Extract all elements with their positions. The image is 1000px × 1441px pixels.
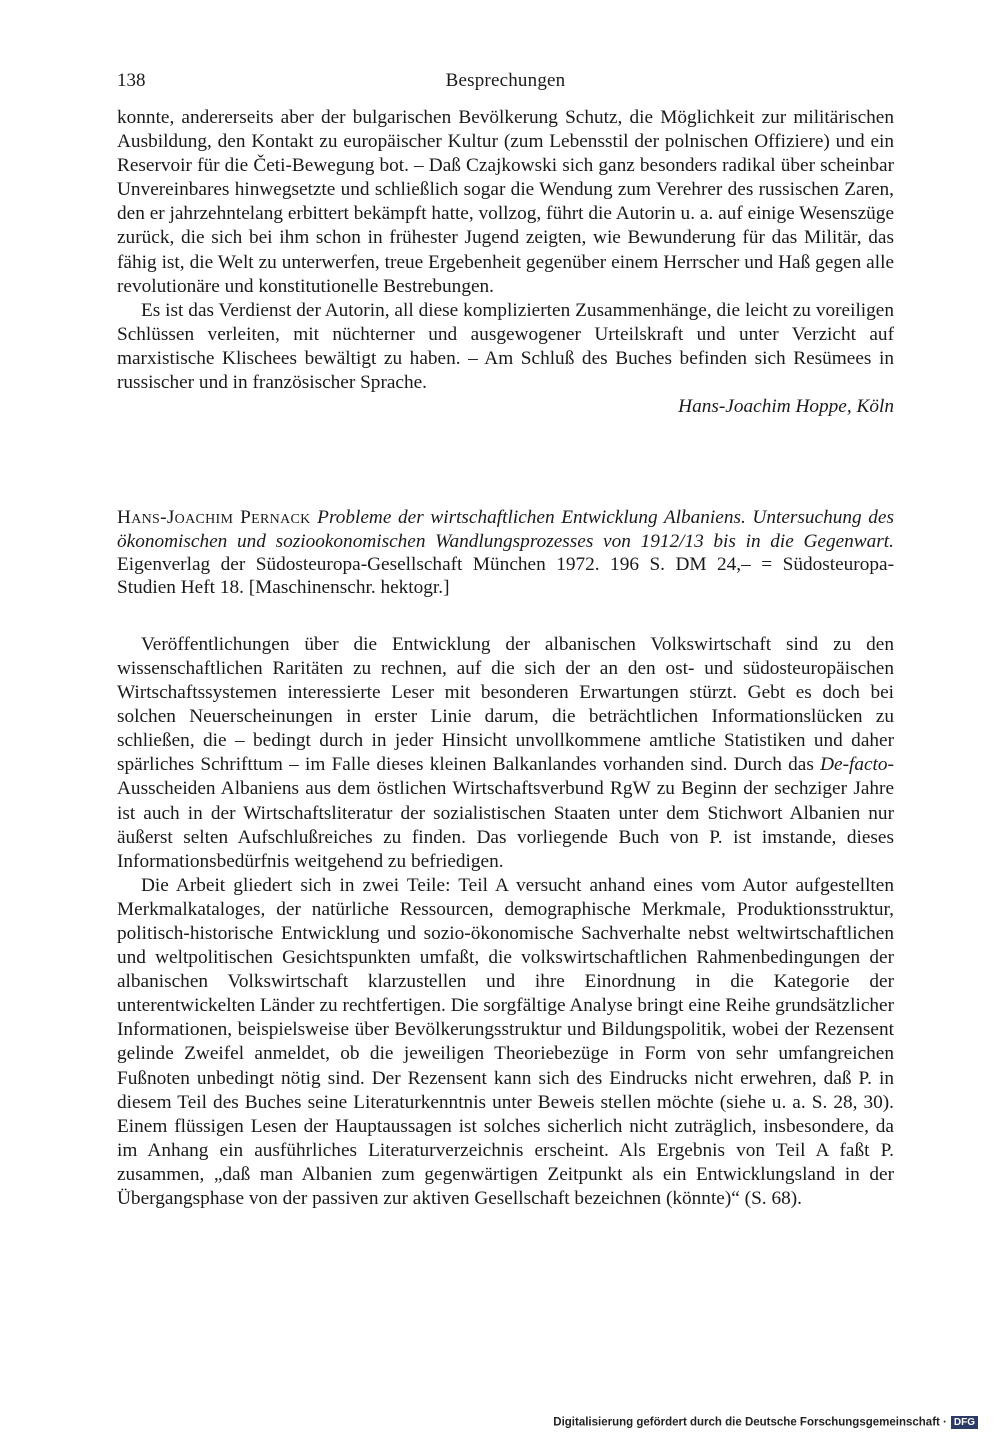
previous-review-end [117,106,894,419]
page-number: 138 [117,70,146,91]
book-publication-info: Eigenverlag der Südosteuropa-Gesellschaft München 1972. 196 S. DM 24,– = Südosteuropa-Studien Heft 18. [Maschinenschr. hektogr.] [117,554,894,599]
review-text: Veröffentlichungen über die Entwicklung der albanischen Volkswirtschaft sind zu den wissenschaftlichen Raritäten zu rechnen, auf die sich der an den ost- und südosteuropäischen Wirtschaftssystemen interessierte Leser mit besonderen Erwartungen stürzt. Gebt es doch bei solchen Neuerscheinungen in erster Linie darum, die beträchtlichen Informationslücken zu schließen, die – bedingt durch in jeder Hinsicht unvollkommene amtliche Statistiken und daher spärliches Schrifttum – im Falle dieses kleinen Balkanlandes vorhanden sind. Durch das [117,633,894,776]
book-author: Hans-Joachim Pernack [117,507,311,529]
new-review [117,506,894,1211]
section-spacer [117,419,894,506]
review-paragraph: Die Arbeit gliedert sich in zwei Teile: Teil A versucht anhand eines vom Autor aufgestellten Merkmalkataloges, der natürliche Ressourcen, demographische Merkmale, Produktionsstruktur, politisch-historische Entwicklung und sozio-ökonomische Sachverhalte nebst weltwirtschaftlichen und weltpolitischen Gesichtspunkten umfaßt, die volkswirtschaftlichen Rahmenbedingungen der albanischen Volkswirtschaft klarzustellen und ihre Einordnung in die Kategorie der unterentwickelten Länder zu rechtfertigen. Die sorgfältige Analyse bringt eine Reihe grundsätzlicher Informationen, beispielsweise über Bevölkerungsstruktur und Bildungspolitik, wobei der Rezensent gelinde Zweifel anmeldet, ob die jeweiligen Theoriebezüge in Form von sehr umfangreichen Fußnoten unbedingt nötig sind. Der Rezensent kann sich des Eindrucks nicht erwehren, daß P. in diesem Teil des Buches seine Literaturkenntnis unter Beweis stellen möchte (siehe u. a. S. 28, 30). Einem flüssigen Lesen der Hauptaussagen ist solches sicherlich nicht zuträglich, insbesondere, da im Anhang ein ausführliches Literaturverzeichnis erscheint. Als Ergebnis von Teil A faßt P. zusammen, „daß man Albanien zum gegenwärtigen Zeitpunkt als ein Entwicklungsland in der Übergangsphase von der passiven zur aktiven Gesellschaft bezeichnen (könnte)“ (S. 68). [117,874,894,1209]
section-spacer [117,600,894,633]
bibliographic-entry [117,506,894,600]
running-head: Besprechungen [445,70,566,91]
footer-text: Digitalisierung gefördert durch die Deutsche Forschungsgemeinschaft · [553,1416,947,1429]
review-paragraph: Es ist das Verdienst der Autorin, all diese komplizierten Zusammenhänge, die leicht zu voreiligen Schlüssen verleiten, mit nüchterner und ausgewogener Urteilskraft und unter Verzicht auf marxistische Klischees bewältigt zu haben. – Am Schluß des Buches befinden sich Resümees in russischer und in französischer Sprache. [117,299,894,394]
review-paragraph [117,633,894,874]
review-body [117,633,894,1211]
digitization-footer [553,1416,978,1429]
page-header [117,70,894,100]
review-text: Ausscheiden Albaniens aus dem östlichen Wirtschaftsverbund RgW zu Beginn der sechziger Jahre ist auch in der Wirtschaftsliteratur der sozialistischen Staaten unter dem Stichwort Albanien nur äußerst selten Aufschlußreiches zu finden. Das vorliegende Buch von P. ist imstande, dieses Informationsbedürfnis weitgehend zu befriedigen. [117,778,894,872]
review-paragraph: konnte, andererseits aber der bulgarischen Bevölkerung Schutz, die Möglichkeit zur militärischen Ausbildung, den Kontakt zu europäischer Kultur (zum Lebensstil der polnischen Offiziere) und ein Reservoir für die Četi-Bewegung bot. – Daß Czajkowski sich ganz besonders radikal über scheinbar Unvereinbares hinwegsetzte und schließlich sogar die Wendung zum Verehrer des russischen Zaren, den er jahrzehntelang erbittert bekämpft hatte, vollzog, führt die Autorin u. a. auf einige Wesenszüge zurück, die sich bei ihm schon in frühester Jugend zeigten, wie Bewunderung für das Militär, das fähig ist, die Welt zu unterwerfen, treue Ergebenheit gegenüber einem Herrscher und Haß gegen alle revolutionäre und konstitutionelle Bestrebungen. [117,107,894,297]
book-title: Probleme der wirtschaftlichen Entwicklung Albaniens. Untersuchung des ökonomischen und soziookonomischen Wandlungsprozesses von 1912/13 bis in die Gegenwart. [117,507,894,552]
reviewer-signature: Hans-Joachim Hoppe, Köln [678,396,894,418]
dfg-logo: DFG [951,1416,978,1429]
review-text-italic: De-facto- [820,754,894,776]
page-body [117,106,894,1211]
